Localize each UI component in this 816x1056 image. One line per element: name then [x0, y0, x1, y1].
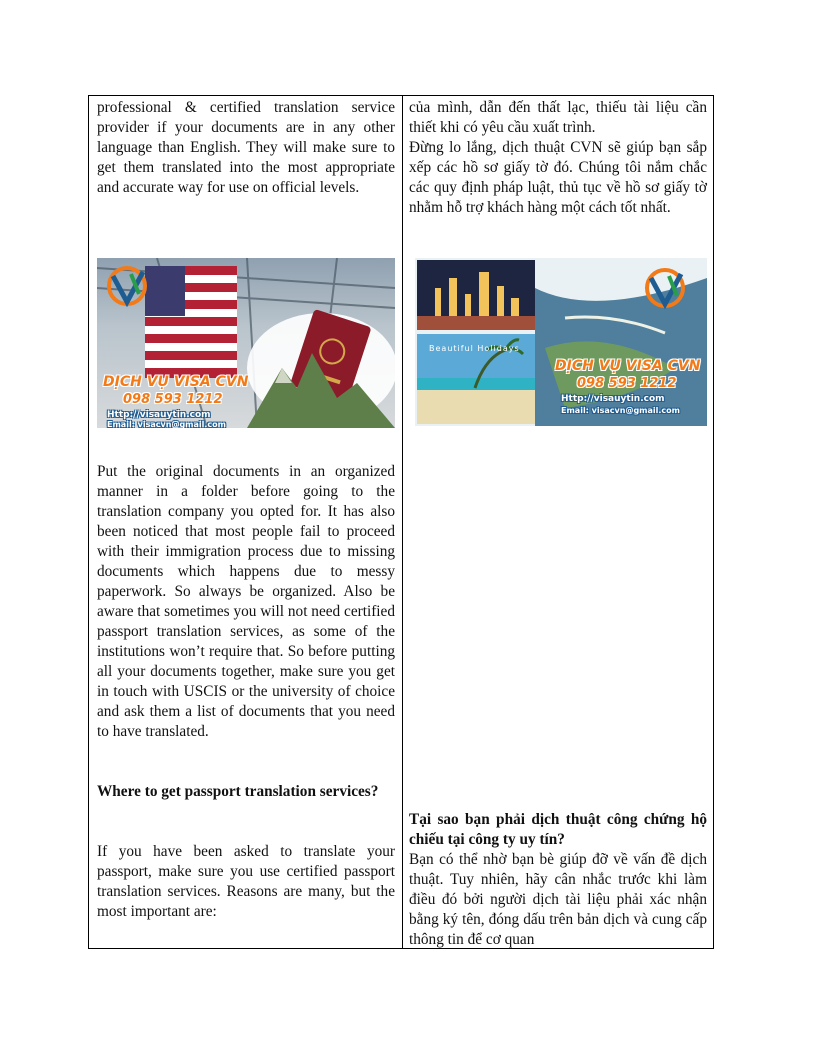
- right-intro-paragraph: của mình, dẫn đến thất lạc, thiếu tài liệu cần thiết khi có yêu cầu xuất trình.: [409, 99, 707, 136]
- left-organize-paragraph: Put the original documents in an organized manner in a folder before going to the translation company you opted for. It has also been noticed that most people fail to proceed with their immigration process due to missing documents which happens due to messy paperwork. So always be organized. Also be aware that sometimes you will not need certified passport translation services, as some of the institutions won’t require that. So before putting all your documents together, make sure you get in touch with USCIS or the university of choice and ask them a list of documents that you need to have translated.: [97, 463, 395, 740]
- right-banner-website: Http://visauytin.com: [561, 394, 665, 404]
- right-banner-email: Email: visacvn@gmail.com: [561, 406, 680, 415]
- left-closing-paragraph: If you have been asked to translate your passport, make sure you use certified passport translation services. Reasons are many, but the most important are:: [97, 843, 395, 920]
- left-banner-website: Http://visauytin.com: [107, 410, 211, 420]
- right-banner-caption: Beautiful Holidays: [429, 344, 520, 353]
- visa-promo-image-right: [415, 258, 707, 426]
- left-banner-phone: 098 593 1212: [123, 392, 223, 407]
- left-banner-title: DỊCH VỤ VISA CVN: [103, 374, 249, 390]
- left-column: [97, 96, 395, 948]
- right-banner-phone: 098 593 1212: [577, 376, 677, 391]
- left-section-heading: Where to get passport translation services?: [97, 783, 379, 800]
- right-second-paragraph: Đừng lo lắng, dịch thuật CVN sẽ giúp bạn sắp xếp các hồ sơ giấy tờ đó. Chúng tôi nắm chắc các quy định pháp luật, thủ tục về hồ sơ giấy tờ nhằm hỗ trợ khách hàng một cách tốt nhất.: [409, 139, 707, 216]
- two-column-table: [88, 95, 714, 949]
- visa-promo-image-left: [97, 258, 395, 428]
- right-closing-paragraph: Bạn có thể nhờ bạn bè giúp đỡ về vấn đề dịch thuật. Tuy nhiên, hãy cân nhắc trước khi làm điều đó bởi người dịch tài liệu phải xác nhận bằng ký tên, đóng dấu trên bản dịch và cung cấp thông tin để cơ quan: [409, 851, 707, 948]
- right-banner-title: DỊCH VỤ VISA CVN: [555, 358, 701, 374]
- column-divider: [402, 96, 403, 948]
- left-intro-paragraph: professional & certified translation service provider if your documents are in any other language than English. They will make sure to get them translated into the most appropriate and accurate way for use on official levels.: [97, 99, 395, 196]
- left-banner-email: Email: visacvn@gmail.com: [107, 420, 226, 428]
- right-column: [409, 96, 707, 948]
- right-section-heading: Tại sao bạn phải dịch thuật công chứng hộ chiếu tại công ty uy tín?: [409, 811, 707, 848]
